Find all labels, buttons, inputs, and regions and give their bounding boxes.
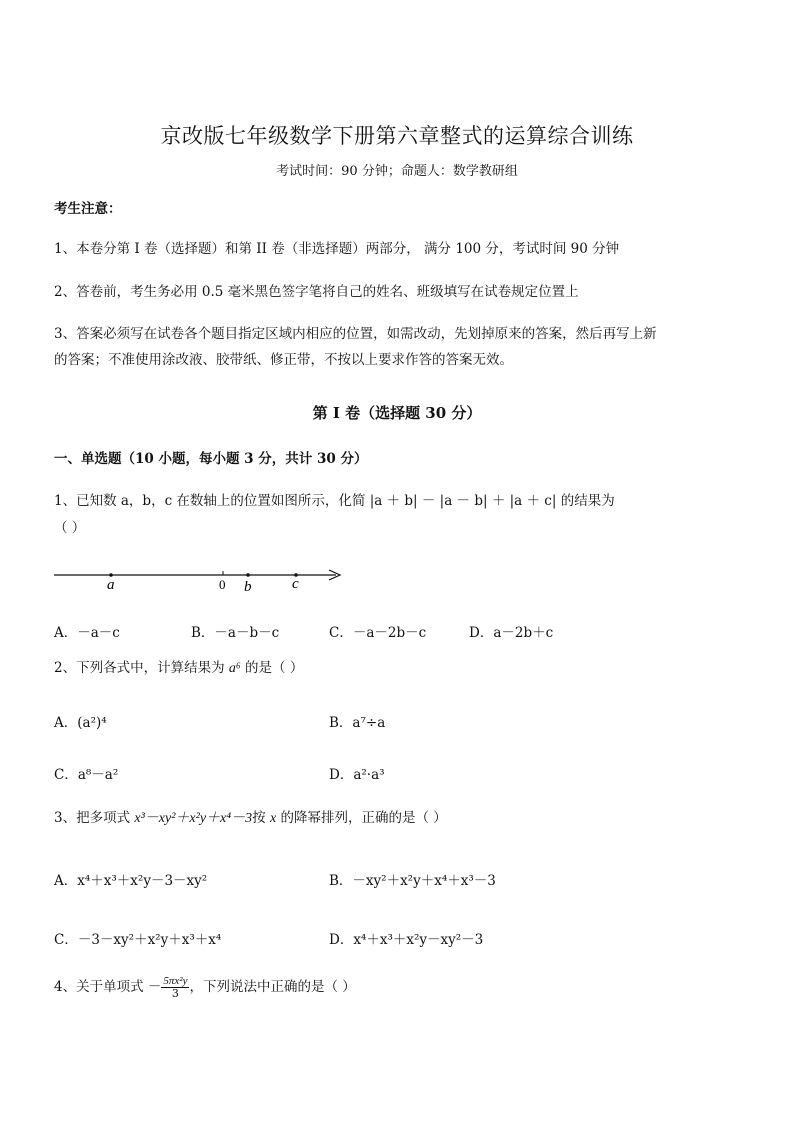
label-zero: 0 bbox=[219, 577, 226, 592]
point-b bbox=[246, 573, 250, 577]
q3-option-c: C．－3－xy²＋x²y＋x³＋x⁴ bbox=[54, 932, 222, 948]
q4-frac-num: 5πx²y bbox=[163, 975, 188, 987]
number-line bbox=[50, 560, 350, 600]
q3-option-b: B．－xy²＋x²y＋x⁴＋x³－3 bbox=[329, 873, 496, 889]
question-1-text: 1、已知数 a，b，c 在数轴上的位置如图所示，化简 |a ＋ b| － |a － b| ＋ |a ＋ c| 的结果为 bbox=[54, 493, 615, 509]
q4-frac-den: 3 bbox=[171, 987, 179, 1000]
label-c: c bbox=[292, 576, 299, 592]
q2-text-after: 的是（ ） bbox=[240, 660, 304, 676]
q1-option-c: C．－a－2b－c bbox=[329, 625, 427, 641]
question-4-text bbox=[54, 976, 356, 999]
q1-option-d: D．a－2b＋c bbox=[469, 625, 554, 641]
question-1-paren: （ ） bbox=[54, 520, 86, 536]
question-2-text bbox=[54, 662, 303, 676]
q2-option-c: C．a⁸－a² bbox=[54, 767, 119, 783]
q3-expr: x³－xy²＋x²y＋x⁴－3 bbox=[134, 811, 253, 826]
q4-text-before: 4、关于单项式 － bbox=[54, 979, 162, 995]
q3-text-mid: 按 bbox=[252, 810, 270, 826]
q1-option-b: B．－a－b－c bbox=[191, 625, 280, 641]
section-title: 第 I 卷（选择题 30 分） bbox=[312, 404, 482, 422]
notice-item-1: 1、本卷分第 I 卷（选择题）和第 II 卷（非选择题）两部分， 满分 100 分，考试时间 90 分钟 bbox=[54, 241, 620, 257]
q2-option-d: D．a²·a³ bbox=[329, 767, 385, 783]
label-b: b bbox=[244, 579, 252, 595]
q4-text-after: ，下列说法中正确的是（ ） bbox=[189, 979, 356, 995]
notice-heading: 考生注意： bbox=[54, 201, 122, 217]
q2-option-a: A．(a²)⁴ bbox=[54, 715, 107, 731]
page-title: 京改版七年级数学下册第六章整式的运算综合训练 bbox=[160, 124, 634, 148]
label-a: a bbox=[107, 577, 115, 593]
q1-option-a: A．－a－c bbox=[54, 625, 120, 641]
question-3-text bbox=[54, 812, 447, 826]
q3-text-after: 的降幂排列，正确的是（ ） bbox=[276, 810, 447, 826]
q2-text-before: 2、下列各式中，计算结果为 bbox=[54, 660, 229, 676]
q3-option-a: A．x⁴＋x³＋x²y－3－xy² bbox=[54, 873, 208, 889]
part-heading: 一、单选题（10 小题，每小题 3 分，共计 30 分） bbox=[54, 451, 368, 467]
q2-expr: a⁶ bbox=[228, 661, 241, 676]
q3-var: x bbox=[269, 811, 277, 826]
exam-info: 考试时间：90 分钟；命题人：数学教研组 bbox=[276, 164, 518, 179]
notice-item-2: 2、答卷前，考生务必用 0.5 毫米黑色签字笔将自己的姓名、班级填写在试卷规定位置上 bbox=[54, 284, 579, 300]
q3-text-before: 3、把多项式 bbox=[54, 810, 135, 826]
notice-item-3: 3、答案必须写在试卷各个题目指定区域内相应的位置，如需改动，先划掉原来的答案，然后再写上新 bbox=[54, 326, 657, 342]
notice-item-3-cont: 的答案；不准使用涂改液、胶带纸、修正带，不按以上要求作答的答案无效。 bbox=[54, 352, 513, 368]
q2-option-b: B．a⁷÷a bbox=[329, 715, 386, 731]
q3-option-d: D．x⁴＋x³＋x²y－xy²－3 bbox=[329, 932, 484, 948]
q4-fraction bbox=[161, 976, 189, 999]
